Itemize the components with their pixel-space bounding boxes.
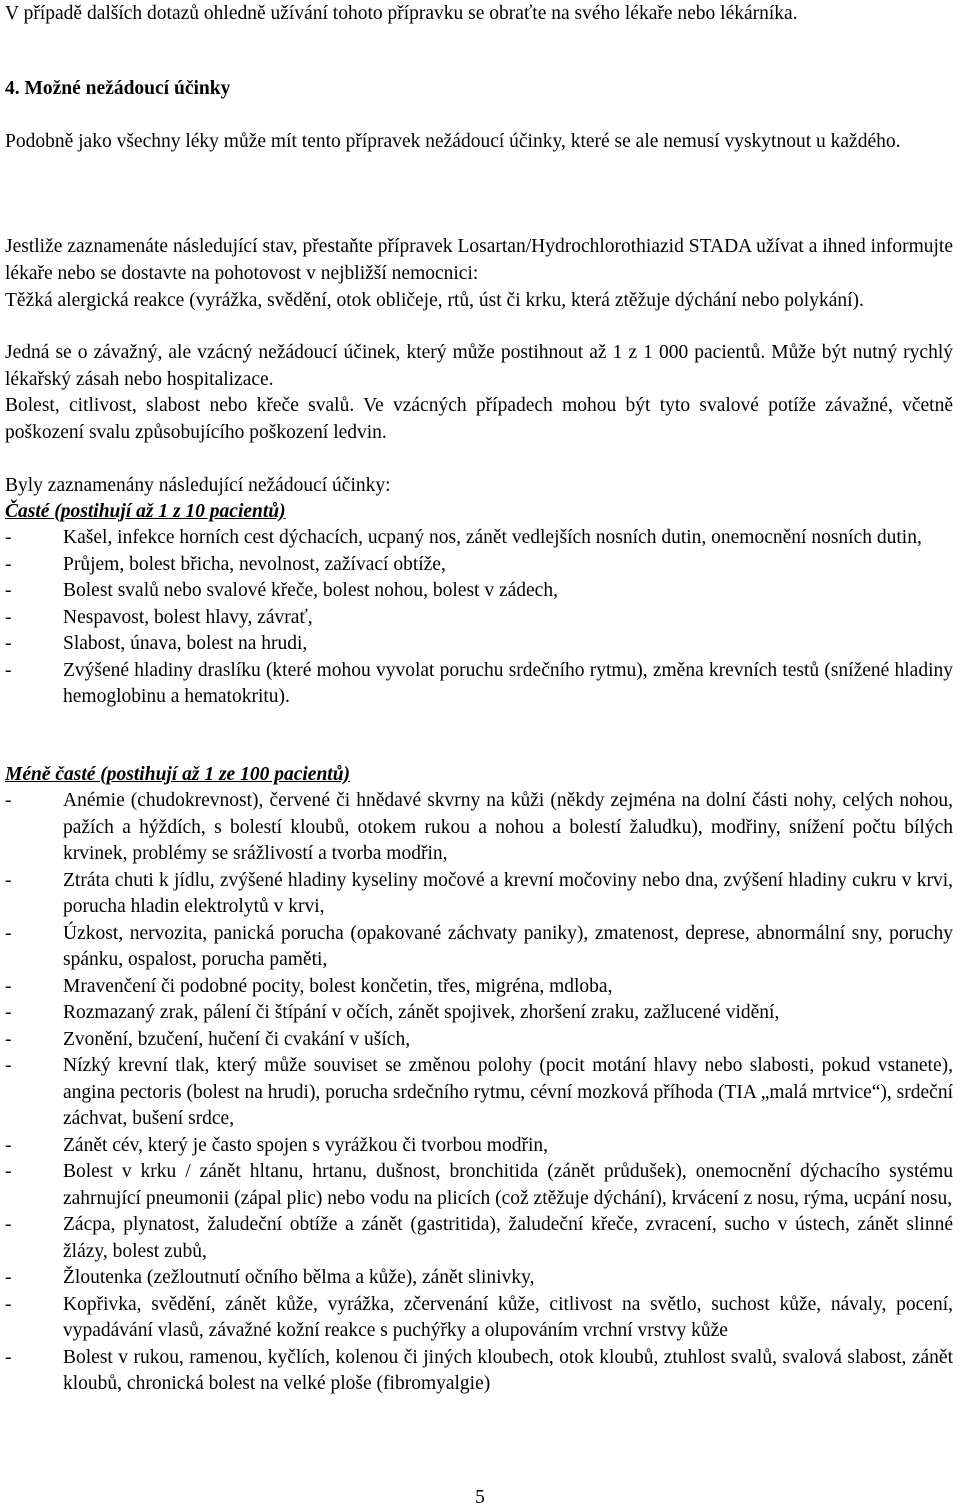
list-dash: - <box>5 790 12 811</box>
warning-paragraph: Jestliže zaznamenáte následující stav, přestaňte přípravek Losartan/Hydrochlorothiazid STADA užívat a ihned informujte lékaře nebo se dostavte na pohotovost v nejbližší nemocnici: <box>5 236 953 284</box>
list-item <box>5 1212 953 1265</box>
list-item <box>5 1345 953 1398</box>
warning-paragraph: Těžká alergická reakce (vyrážka, svědění, otok obličeje, rtů, úst či krku, která ztěžuje dýchání nebo polykání). <box>5 290 864 311</box>
list-item <box>5 605 953 632</box>
list-item-text: Slabost, únava, bolest na hrudi, <box>63 633 308 654</box>
list-item <box>5 868 953 921</box>
list-item-text: Bolest v krku / zánět hltanu, hrtanu, dušnost, bronchitida (zánět průdušek), onemocnění dýchacího systému zahrnující pneumonii (zápal plic) nebo vodu na plicích (což ztěžuje dýchání), krvácení z nosu, rýma, ucpání nosu, <box>63 1161 953 1209</box>
list-item-text: Zánět cév, který je často spojen s vyrážkou či tvorbou modřin, <box>63 1134 549 1156</box>
list-dash: - <box>5 1346 12 1368</box>
list-item <box>5 658 953 711</box>
list-item <box>5 1053 953 1133</box>
list-item <box>5 921 953 974</box>
list-dash: - <box>5 1214 12 1235</box>
list-item-text: Mravenčení či podobné pocity, bolest končetin, třes, migréna, mdloba, <box>63 975 613 997</box>
list-item-text: Bolest v rukou, ramenou, kyčlích, kolenou či jiných kloubech, otok kloubů, ztuhlost svalů, svalová slabost, zánět kloubů, chronická bolest na velké ploše (fibromyalgie) <box>63 1346 953 1394</box>
list-dash: - <box>5 606 12 628</box>
page-number: 5 <box>475 1487 485 1508</box>
warning-paragraph: Jedná se o závažný, ale vzácný nežádoucí účinek, který může postihnout až 1 z 1 000 pacientů. Může být nutný rychlý lékařský zásah nebo hospitalizace. <box>5 342 953 390</box>
list-item-text: Bolest svalů nebo svalové křeče, bolest nohou, bolest v zádech, <box>63 580 558 601</box>
list-item-text: Nízký krevní tlak, který může souviset se změnou polohy (pocit motání hlavy nebo slabosti, pokud vstanete), angina pectoris (bolest na hrudi), porucha srdečního rytmu, cévní mozková příhoda (TIA „malá mrtvice“), srdeční záchvat, bušení srdce, <box>63 1055 953 1129</box>
list-item-text: Anémie (chudokrevnost), červené či hnědavé skvrny na kůži (někdy zejména na dolní části nohy, celých nohou, pažích a hýždích, s bolestí kloubů, otokem rukou a nohou a bolestí žaludku), modřiny, snížení počtu bílých krvinek, problémy se srážlivostí a tvorba modřin, <box>63 790 953 864</box>
list-item <box>5 1292 953 1345</box>
list-item-text: Nespavost, bolest hlavy, závrať, <box>63 606 313 628</box>
list-dash: - <box>5 922 12 944</box>
warning-paragraph: Bolest, citlivost, slabost nebo křeče svalů. Ve vzácných případech mohou být tyto svalové potíže závažné, včetně poškození svalu způsobujícího poškození ledvin. <box>5 395 953 443</box>
list-dash: - <box>5 527 12 548</box>
list-dash: - <box>5 1134 12 1156</box>
list-dash: - <box>5 580 12 601</box>
list-dash: - <box>5 1267 12 1288</box>
list-dash: - <box>5 869 12 891</box>
list-item <box>5 1027 953 1054</box>
list-item <box>5 1265 953 1292</box>
list-item <box>5 631 953 658</box>
list-item-text: Průjem, bolest břicha, nevolnost, zažívací obtíže, <box>63 553 446 575</box>
list-item-text: Kašel, infekce horních cest dýchacích, ucpaný nos, zánět vedlejších nosních dutin, onemocnění nosních dutin, <box>63 527 922 548</box>
list-item <box>5 1159 953 1212</box>
general-text: Podobně jako všechny léky může mít tento přípravek nežádoucí účinky, které se ale nemusí vyskytnout u každého. <box>5 131 901 152</box>
list-item-text: Zvýšené hladiny draslíku (které mohou vyvolat poruchu srdečního rytmu), změna krevních testů (snížené hladiny hemoglobinu a hematokritu). <box>63 659 953 707</box>
list-item <box>5 788 953 868</box>
list-item-text: Úzkost, nervozita, panická porucha (opakované záchvaty paniky), zmatenost, deprese, abnormální sny, poruchy spánku, ospalost, porucha paměti, <box>63 922 953 970</box>
list-dash: - <box>5 1161 12 1182</box>
list-dash: - <box>5 633 12 654</box>
section-heading: 4. Možné nežádoucí účinky <box>5 78 231 99</box>
common-effects-list <box>5 525 953 711</box>
list-item <box>5 578 953 605</box>
list-item <box>5 525 953 552</box>
list-item-text: Zácpa, plynatost, žaludeční obtíže a zánět (gastritida), žaludeční křeče, zvracení, sucho v ústech, zánět slinné žlázy, bolest zubů, <box>63 1214 953 1262</box>
intro-line: V případě dalších dotazů ohledně užívání tohoto přípravku se obraťte na svého lékaře nebo lékárníka. <box>5 3 798 24</box>
list-item-text: Žloutenka (zežloutnutí očního bělma a kůže), zánět slinivky, <box>63 1267 535 1288</box>
list-item <box>5 1133 953 1160</box>
reported-intro: Byly zaznamenány následující nežádoucí účinky: <box>5 475 391 496</box>
uncommon-heading: Méně časté (postihují až 1 ze 100 pacientů) <box>5 764 351 785</box>
list-item-text: Kopřivka, svědění, zánět kůže, vyrážka, zčervenání kůže, citlivost na světlo, suchost kůže, návaly, pocení, vypadávání vlasů, závažné kožní reakce s puchýřky a olupováním vrchní vrstvy kůže <box>63 1293 953 1341</box>
common-heading: Časté (postihují až 1 z 10 pacientů) <box>5 501 286 522</box>
list-item-text: Ztráta chuti k jídlu, zvýšené hladiny kyseliny močové a krevní močoviny nebo dna, zvýšení hladiny cukru v krvi, porucha hladin elektrolytů v krvi, <box>63 869 953 917</box>
list-dash: - <box>5 1002 12 1023</box>
list-item-text: Rozmazaný zrak, pálení či štípání v očích, zánět spojivek, zhoršení zraku, zažlucené vidění, <box>63 1002 780 1023</box>
list-dash: - <box>5 1028 12 1050</box>
uncommon-effects-list <box>5 788 953 1398</box>
list-item-text: Zvonění, bzučení, hučení či cvakání v uších, <box>63 1028 411 1050</box>
list-item <box>5 1000 953 1027</box>
list-item <box>5 552 953 579</box>
list-item <box>5 974 953 1001</box>
list-dash: - <box>5 1293 12 1315</box>
list-dash: - <box>5 1055 12 1076</box>
list-dash: - <box>5 553 12 575</box>
list-dash: - <box>5 659 12 681</box>
list-dash: - <box>5 975 12 997</box>
